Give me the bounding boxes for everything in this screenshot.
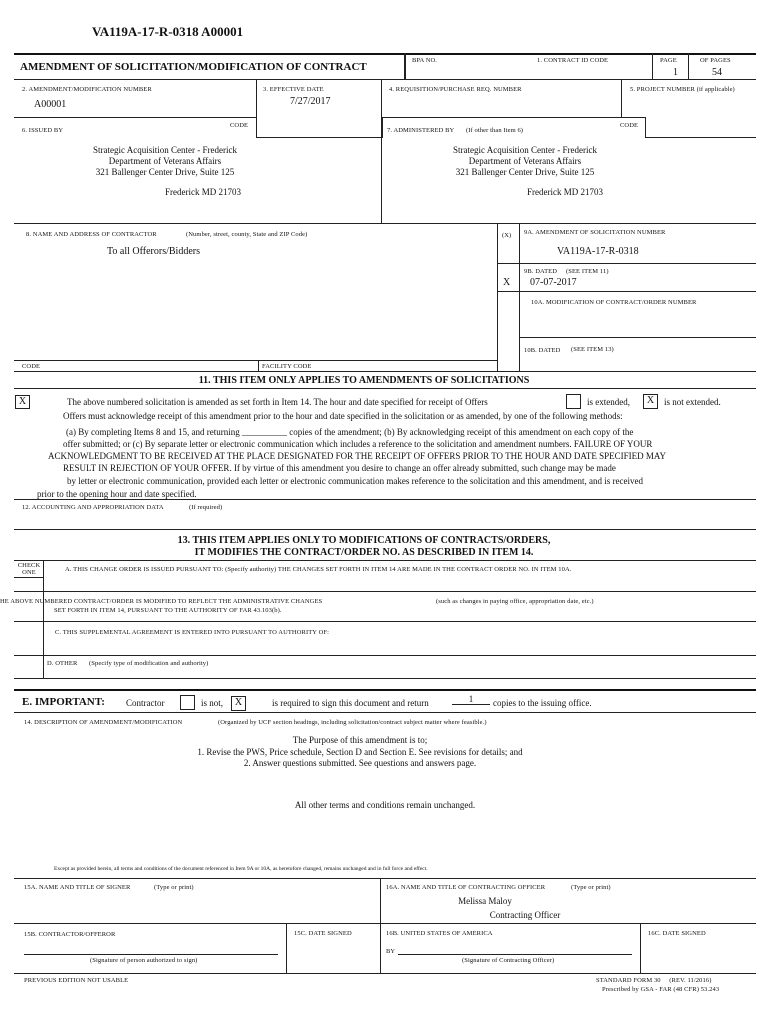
item-13b-text-2: SET FORTH IN ITEM 14, PURSUANT TO THE AUTHORITY OF FAR 43.103(b).: [54, 607, 282, 614]
facility-code-label: FACILITY CODE: [262, 363, 312, 370]
item-11-line-3: (a) By completing Items 8 and 15, and returning __________ copies of the amendment; (b) By acknowledging receipt of this amendment on each copy of the: [66, 427, 634, 437]
contract-id-label: 1. CONTRACT ID CODE: [537, 57, 609, 64]
is-extended-label: is extended,: [587, 397, 630, 407]
divider: [652, 53, 653, 79]
contractor-not-required-checkbox[interactable]: X: [231, 696, 246, 711]
modification-number-label: 10A. MODIFICATION OF CONTRACT/ORDER NUMBER: [531, 299, 697, 306]
not-extended-checkbox[interactable]: X: [643, 394, 658, 409]
administered-by-code-field[interactable]: [645, 117, 756, 138]
row-border: [14, 371, 756, 372]
description-label: 14. DESCRIPTION OF AMENDMENT/MODIFICATION: [24, 719, 183, 726]
not-extended-label: is not extended.: [664, 397, 721, 407]
item-13b-text: HE ABOVE NUMBERED CONTRACT/ORDER IS MODIFIED TO REFLECT THE ADMINISTRATIVE CHANGES: [0, 598, 323, 605]
contractor-offeror-label: 15B. CONTRACTOR/OFFEROR: [24, 931, 116, 938]
dated-9b: 07-07-2017: [530, 277, 577, 288]
except-clause: Except as provided herein, all terms and conditions of the document referenced in Item 9A or 10A, as heretofore changed, remains unchanged and in full force and effect.: [54, 866, 428, 872]
contractor-required-checkbox[interactable]: [180, 695, 195, 710]
issued-by-code-field[interactable]: [256, 117, 383, 138]
footer-prescribed: Prescribed by GSA - FAR (48 CFR) 53.243: [602, 986, 720, 993]
item-11-line-2: Offers must acknowledge receipt of this amendment prior to the hour and date specified in the solicitation or as amended, by one of the following methods:: [63, 411, 623, 421]
sign-return-text: is required to sign this document and return: [272, 698, 429, 708]
effective-date: 7/27/2017: [290, 96, 331, 107]
administered-by-address: Strategic Acquisition Center - Frederick Department of Veterans Affairs 321 Ballenger Center Drive, Suite 125: [453, 145, 597, 177]
contractor-note: (Number, street, county, State and ZIP Code): [186, 231, 308, 238]
accounting-data-note: (If required): [189, 504, 223, 511]
form-bottom-border: [14, 973, 756, 974]
description-body: The Purpose of this amendment is to; 1. Revise the PWS, Price schedule, Section D and Section E. See revisions for details; and 2. Answer questions submitted. See questions and answers page.: [197, 735, 523, 768]
row-border: [14, 689, 756, 691]
contractor-word: Contractor: [126, 698, 165, 708]
divider: [497, 223, 498, 371]
accounting-data-label: 12. ACCOUNTING AND APPROPRIATION DATA: [22, 504, 164, 511]
divider: [380, 878, 381, 973]
copies-text: copies to the issuing office.: [493, 698, 592, 708]
page-label: PAGE: [660, 57, 677, 64]
item-11-line-8: prior to the opening hour and date specified.: [37, 489, 197, 499]
page-number: 1: [673, 67, 678, 78]
officer-note: (Type or print): [571, 884, 611, 891]
row-border: [519, 337, 756, 338]
contractor-signature-line[interactable]: [24, 954, 278, 955]
row-border: [497, 291, 756, 292]
footer-edition-note: PREVIOUS EDITION NOT USABLE: [24, 977, 129, 984]
issued-by-city: Frederick MD 21703: [165, 187, 241, 197]
item-11-line-4: offer submitted; or (c) By separate letter or electronic communication which includes a reference to the solicitation and amendment numbers. FAILURE OF YOUR: [63, 439, 653, 449]
bpa-no-label: BPA NO.: [412, 57, 438, 64]
solicitation-number: VA119A-17-R-0318: [557, 246, 639, 257]
row-border: [14, 529, 756, 530]
important-label: E. IMPORTANT:: [22, 696, 105, 708]
item-11-line-5: ACKNOWLEDGMENT TO BE RECEIVED AT THE PLACE DESIGNATED FOR THE RECEIPT OF OFFERS PRIOR TO THE HOUR AND DATE SPECIFIED MAY: [48, 451, 667, 461]
officer-title: Contracting Officer: [489, 910, 561, 920]
project-number-label: 5. PROJECT NUMBER (if applicable): [630, 86, 735, 93]
row-border: [14, 79, 756, 80]
administered-by-code-label: CODE: [620, 122, 639, 129]
is-not-label: is not,: [201, 698, 224, 708]
item-13a-text: A. THIS CHANGE ORDER IS ISSUED PURSUANT TO: (Specify authority) THE CHANGES SET FORTH IN ITEM 14 ARE MADE IN THE CONTRACT ORDER NO. IN ITEM 10A.: [65, 566, 572, 573]
issued-by-address: Strategic Acquisition Center - Frederick Department of Veterans Affairs 321 Ballenger Center Drive, Suite 125: [93, 145, 237, 177]
terms-unchanged: All other terms and conditions remain unchanged.: [294, 800, 476, 810]
row-border: [14, 621, 756, 622]
divider: [258, 360, 259, 371]
item-11-checkbox[interactable]: X: [15, 395, 30, 409]
divider: [381, 79, 382, 117]
amendment-number-label: 2. AMENDMENT/MODIFICATION NUMBER: [22, 86, 152, 93]
item-13c-text: C. THIS SUPPLEMENTAL AGREEMENT IS ENTERED INTO PURSUANT TO AUTHORITY OF:: [55, 629, 329, 636]
check-one-label: CHECK ONE: [17, 562, 41, 576]
signer-label: 15A. NAME AND TITLE OF SIGNER: [24, 884, 131, 891]
footer-form-number: STANDARD FORM 30 (REV. 11/2016): [596, 977, 712, 984]
officer-date-label: 16C. DATE SIGNED: [648, 930, 706, 937]
united-states-label: 16B. UNITED STATES OF AMERICA: [386, 930, 493, 937]
item-9-checkbox[interactable]: X: [503, 277, 511, 288]
row-border: [497, 263, 756, 264]
effective-date-label: 3. EFFECTIVE DATE: [263, 86, 324, 93]
total-pages: 54: [712, 67, 722, 78]
extended-checkbox[interactable]: [566, 394, 581, 409]
row-border: [14, 223, 756, 224]
item-13d-note: (Specify type of modification and authority): [89, 660, 209, 667]
divider: [621, 79, 622, 117]
divider: [256, 79, 257, 117]
divider: [640, 923, 641, 973]
officer-label: 16A. NAME AND TITLE OF CONTRACTING OFFICER: [386, 884, 546, 891]
issued-by-label: 6. ISSUED BY: [22, 127, 64, 134]
divider: [381, 117, 382, 223]
row-border: [14, 591, 756, 592]
contractor-name: To all Offerors/Bidders: [107, 246, 200, 257]
contractor-date-label: 15C. DATE SIGNED: [294, 930, 352, 937]
signer-note: (Type or print): [154, 884, 194, 891]
item-13d-text: D. OTHER: [47, 660, 78, 667]
description-note: (Organized by UCF section headings, including solicitation/contract subject matter where feasible.): [218, 719, 487, 726]
divider: [404, 53, 406, 79]
contractor-signature-caption: (Signature of person authorized to sign): [90, 957, 198, 964]
copies-count[interactable]: 1: [452, 694, 490, 705]
divider: [688, 53, 689, 79]
issued-by-code-label: CODE: [230, 122, 249, 129]
item-11-line-1: The above numbered solicitation is amended as set forth in Item 14. The hour and date specified for receipt of Offers: [67, 397, 488, 407]
row-border: [14, 499, 756, 500]
administered-by-label: 7. ADMINISTERED BY: [387, 127, 455, 134]
contractor-code-label: CODE: [22, 363, 41, 370]
administered-by-city: Frederick MD 21703: [527, 187, 603, 197]
row-border: [14, 878, 756, 879]
solicitation-number-label: 9A. AMENDMENT OF SOLICITATION NUMBER: [524, 229, 666, 236]
form-top-border: [14, 53, 756, 55]
row-border: [14, 655, 756, 656]
dated-9b-note: (SEE ITEM 11): [566, 268, 609, 275]
row-border: [14, 712, 756, 713]
contractor-label: 8. NAME AND ADDRESS OF CONTRACTOR: [26, 231, 157, 238]
row-border: [14, 560, 756, 561]
officer-signature-line[interactable]: [398, 954, 632, 955]
divider: [519, 223, 520, 371]
form-title: AMENDMENT OF SOLICITATION/MODIFICATION OF CONTRACT: [20, 61, 367, 73]
x-column-label: (X): [502, 232, 512, 239]
row-border: [14, 678, 756, 679]
divider: [286, 923, 287, 973]
by-label: BY: [386, 948, 396, 955]
dated-10b-label: 10B. DATED: [524, 347, 561, 354]
officer-signature-caption: (Signature of Contracting Officer): [462, 957, 555, 964]
row-border: [14, 388, 756, 389]
dated-9b-label: 9B. DATED: [524, 268, 558, 275]
requisition-label: 4. REQUISITION/PURCHASE REQ. NUMBER: [389, 86, 522, 93]
administered-by-note: (If other than Item 6): [466, 127, 524, 134]
item-11-line-7: by letter or electronic communication, provided each letter or electronic communication makes reference to the solicitation and this amendment, and is received: [67, 476, 644, 486]
item-13b-note: (such as changes in paying office, appropriation date, etc.): [436, 598, 594, 605]
item-11-heading: 11. THIS ITEM ONLY APPLIES TO AMENDMENTS OF SOLICITATIONS: [198, 375, 530, 386]
amendment-number: A00001: [34, 99, 67, 110]
of-pages-label: OF PAGES: [700, 57, 731, 64]
row-border: [14, 360, 497, 361]
dated-10b-note: (SEE ITEM 13): [571, 346, 614, 353]
document-id: VA119A-17-R-0318 A00001: [92, 24, 244, 39]
item-13-heading: 13. THIS ITEM APPLIES ONLY TO MODIFICATIONS OF CONTRACTS/ORDERS, IT MODIFIES THE CONTRACT/ORDER NO. AS DESCRIBED IN ITEM 14.: [177, 535, 551, 558]
row-border: [14, 577, 44, 578]
officer-name: Melissa Maloy: [458, 896, 512, 906]
item-11-line-6: RESULT IN REJECTION OF YOUR OFFER. If by virtue of this amendment you desire to change an offer already submitted, such change may be made: [63, 463, 616, 473]
row-border: [14, 923, 756, 924]
